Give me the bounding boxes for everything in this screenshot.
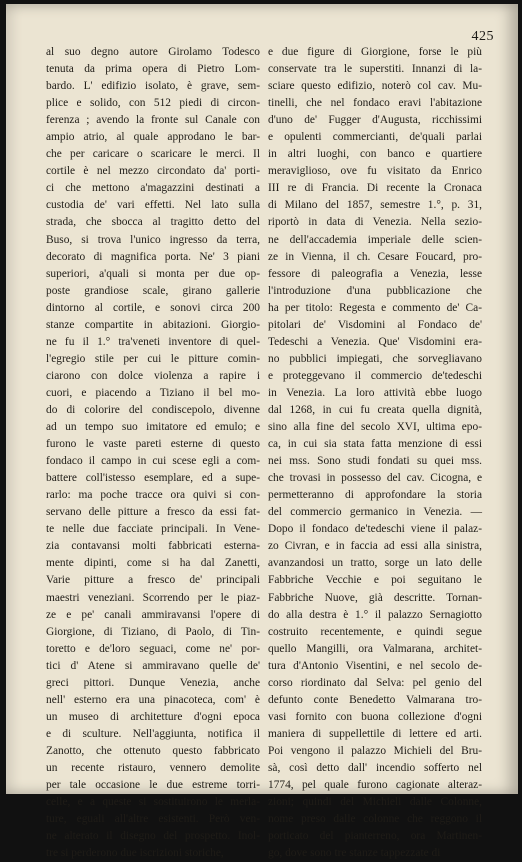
text-line: conservate tra le superstiti. Innanzi di la- <box>268 63 482 76</box>
text-line: go, dove sono tre stanze tappezzate di <box>268 847 441 860</box>
text-line: custodia de' vari effetti. Nel lato sulla <box>46 199 260 212</box>
text-line: meraviglioso, ove fu visitato da Enrico <box>268 165 482 178</box>
text-line: ze e pe' canali ammiravansi l'opere di <box>46 608 260 621</box>
text-line: do alla destra è 1.° il palazzo Sernagiotto <box>268 608 482 621</box>
text-line: Varie pitture a fresco de' principali <box>46 574 260 587</box>
text-line: tinelli, che nel fondaco eravi l'abitazione <box>268 97 482 110</box>
text-line: battere coll'istesso esemplare, ed a supe- <box>46 472 260 485</box>
text-line: porticato del pianterreno, ora Martinen- <box>268 830 482 843</box>
text-line: stanze compartite in abitazioni. Giorgio- <box>46 318 260 331</box>
text-line: e proteggevano il commercio de'tedeschi <box>268 369 482 382</box>
text-line: bardo. L' edifizio isolato, è grave, sem- <box>46 80 260 93</box>
text-line: Fabbriche Vecchie e poi seguitano le <box>268 574 482 587</box>
text-line: III re di Francia. Di recente la Cronaca <box>268 182 482 195</box>
left-text-column <box>46 44 260 862</box>
text-line: ferenza ; avendo la fronte sul Canale con <box>46 114 260 127</box>
text-line: Fabbriche Nuove, già descritte. Tornan- <box>268 591 482 604</box>
text-line: nell' esterno era una pinacoteca, com' è <box>46 693 260 706</box>
text-line: do di colorire del condiscepolo, divenne <box>46 403 260 416</box>
text-line: sino alla fine del secolo XVI, ultima epo- <box>268 421 482 434</box>
text-line: 1774, pel quale furono cagionate alteraz- <box>268 779 482 792</box>
text-line: del commercio germanico in Venezia. — <box>268 506 482 519</box>
text-line: in altri luoghi, con banco e quartiere <box>268 148 482 161</box>
text-line: maniera di suppellettile di lettere ed arti. <box>268 727 482 740</box>
text-line: Giorgione, di Tiziano, di Paolo, di Tin- <box>46 625 260 638</box>
text-line: ci che mettono a'magazzini destinati a <box>46 182 260 195</box>
text-line: nei mss. Sono studi fondati su quei mss. <box>268 455 482 468</box>
text-line: ne dell'accademia imperiale delle scien- <box>268 233 482 246</box>
text-line: di Milano del 1857, semestre 1.°, p. 31, <box>268 199 482 212</box>
text-line: nome preso dalle colonne che reggono il <box>268 813 482 826</box>
text-line: in Venezia. La loro attività ebbe luogo <box>268 386 482 399</box>
text-line: vasi fornito con buona collezione d'ogni <box>268 710 482 723</box>
text-line: superiori, a'quali si monta per due op- <box>46 267 260 280</box>
text-line: fessore di paleografia a Venezia, lesse <box>268 267 482 280</box>
text-line: Poi vengono il palazzo Michieli del Bru- <box>268 744 482 757</box>
text-line: tici d' Atene si ammiravano quelle de' <box>46 659 260 672</box>
text-line: ne alterato il disegno del prospetto. Inol- <box>46 830 260 843</box>
text-line: pitolari de' Visdomini al Fondaco de' <box>268 318 482 331</box>
text-line: toretto e de'loro seguaci, come ne' por- <box>46 642 260 655</box>
text-line: e due figure di Giorgione, forse le più <box>268 46 482 58</box>
text-line: ca, in cui sia stata fatta menzione di essi <box>268 438 482 451</box>
book-page <box>6 4 518 860</box>
text-line: tre si perderono due iscrizioni storiche, <box>46 847 224 860</box>
text-line: Dopo il fondaco de'tedeschi viene il palaz- <box>268 523 482 536</box>
text-line: ciarono con dolce violenza a rapire i <box>46 369 260 382</box>
text-line: zioni; quindi del Michieli dalle Colonne, <box>268 796 482 809</box>
text-line: plice e solido, con 512 piedi di circon- <box>46 97 260 110</box>
text-line: defunto conte Benedetto Valmarana tro- <box>268 693 482 706</box>
text-line: ne fu il 1.° tra'veneti inventore di quel- <box>46 335 260 348</box>
text-line: dintorno al cortile, e sonovi circa 200 <box>46 301 260 314</box>
text-line: poste grandiose scale, girano gallerie <box>46 284 260 297</box>
text-line: corso riordinato dal Selva: pel genio del <box>268 676 482 689</box>
text-line: d'uno de' Fugger d'Augusta, ricchissimi <box>268 114 482 127</box>
text-line: dal 1268, in cui fu creata quella dignità, <box>268 403 482 416</box>
text-line: sciare questo edifizio, noterò col cav. Mu- <box>268 80 482 93</box>
text-line: ad un tempo suo imitatore ed emulo; e <box>46 421 260 434</box>
text-line: l'introduzione d'una pubblicazione che <box>268 284 482 297</box>
text-line: l'egregio stile per cui le pitture comin- <box>46 352 260 365</box>
text-line: cuori, e piacendo a Tiziano il bel mo- <box>46 386 260 399</box>
text-line: Zanotto, che ottenuto questo fabbricato <box>46 744 260 757</box>
page-number: 425 <box>471 29 494 44</box>
text-line: Tedeschi a Venezia. Que' Visdomini era- <box>268 335 482 348</box>
text-line: zia contavansi molti fabbricati esterna- <box>46 540 260 553</box>
text-line: maestri veneziani. Scorrendo per le piaz- <box>46 591 260 604</box>
text-line: strada, che sbocca al tragitto detto del <box>46 216 260 229</box>
text-line: fondaco il campo in cui scese egli a com- <box>46 455 260 468</box>
text-line: e opulenti commercianti, de'quali parlai <box>268 131 482 144</box>
text-line: un recente ristauro, vennero demolite <box>46 761 260 774</box>
text-line: greci pittori. Dunque Venezia, anche <box>46 676 260 689</box>
text-line: Buso, si trova l'unico ingresso da terra, <box>46 233 260 246</box>
text-line: celle, e a queste si sostituirono le merla- <box>46 796 260 809</box>
text-line: sà, così detto dall' incendio sofferto nel <box>268 761 482 774</box>
text-line: no pubblici impiegati, che sorvegliavano <box>268 352 482 365</box>
text-line: e di sculture. Nell'aggiunta, notifica il <box>46 727 260 740</box>
text-line: decorato di magnifica porta. Ne' 3 piani <box>46 250 260 263</box>
text-line: al suo degno autore Girolamo Todesco <box>46 46 260 58</box>
text-line: rarlo: ma poche tracce ora quivi si con- <box>46 489 260 502</box>
text-line: cortile è nel mezzo circondato da' porti- <box>46 165 260 178</box>
text-line: per tale occasione le due estreme torri- <box>46 779 260 792</box>
text-line: zo Civran, e in faccia ad essi alla sinistra, <box>268 540 482 553</box>
text-line: tenuta da prima opera di Pietro Lom- <box>46 63 260 76</box>
text-line: riportò in data di Venezia. Nella sezio- <box>268 216 482 229</box>
text-line: permetteranno di approfondare la storia <box>268 489 482 502</box>
text-line: che per caricare o scaricare le merci. Il <box>46 148 260 161</box>
right-text-column <box>268 44 482 862</box>
text-line: te nelle due facciate principali. In Vene- <box>46 523 260 536</box>
text-line: avanzandosi un tratto, sorge un lato delle <box>268 557 482 570</box>
text-line: che trovasi in possesso del cav. Cicogna, e <box>268 472 482 485</box>
text-line: ze in Vienna, il ch. Cesare Foucard, pro- <box>268 250 482 263</box>
text-line: un museo di architetture d'ogni epoca <box>46 710 260 723</box>
text-line: tura d'Antonio Visentini, e nel secolo de- <box>268 659 482 672</box>
text-line: costruito recentemente, e quindi segue <box>268 625 482 638</box>
text-line: mente dipinti, come si ha dal Zanetti, <box>46 557 260 570</box>
text-line: ture, eguali all'altre esistenti. Però ven- <box>46 813 260 826</box>
text-line: servano delle pitture a fresco da essi fat- <box>46 506 260 519</box>
text-line: ha per titolo: Regesta e commento de' Ca- <box>268 301 482 314</box>
text-line: ampio atrio, al quale approdano le bar- <box>46 131 260 144</box>
text-line: furono le vaste pareti esterne di questo <box>46 438 260 451</box>
text-line: quello Mangilli, ora Valmarana, architet- <box>268 642 482 655</box>
